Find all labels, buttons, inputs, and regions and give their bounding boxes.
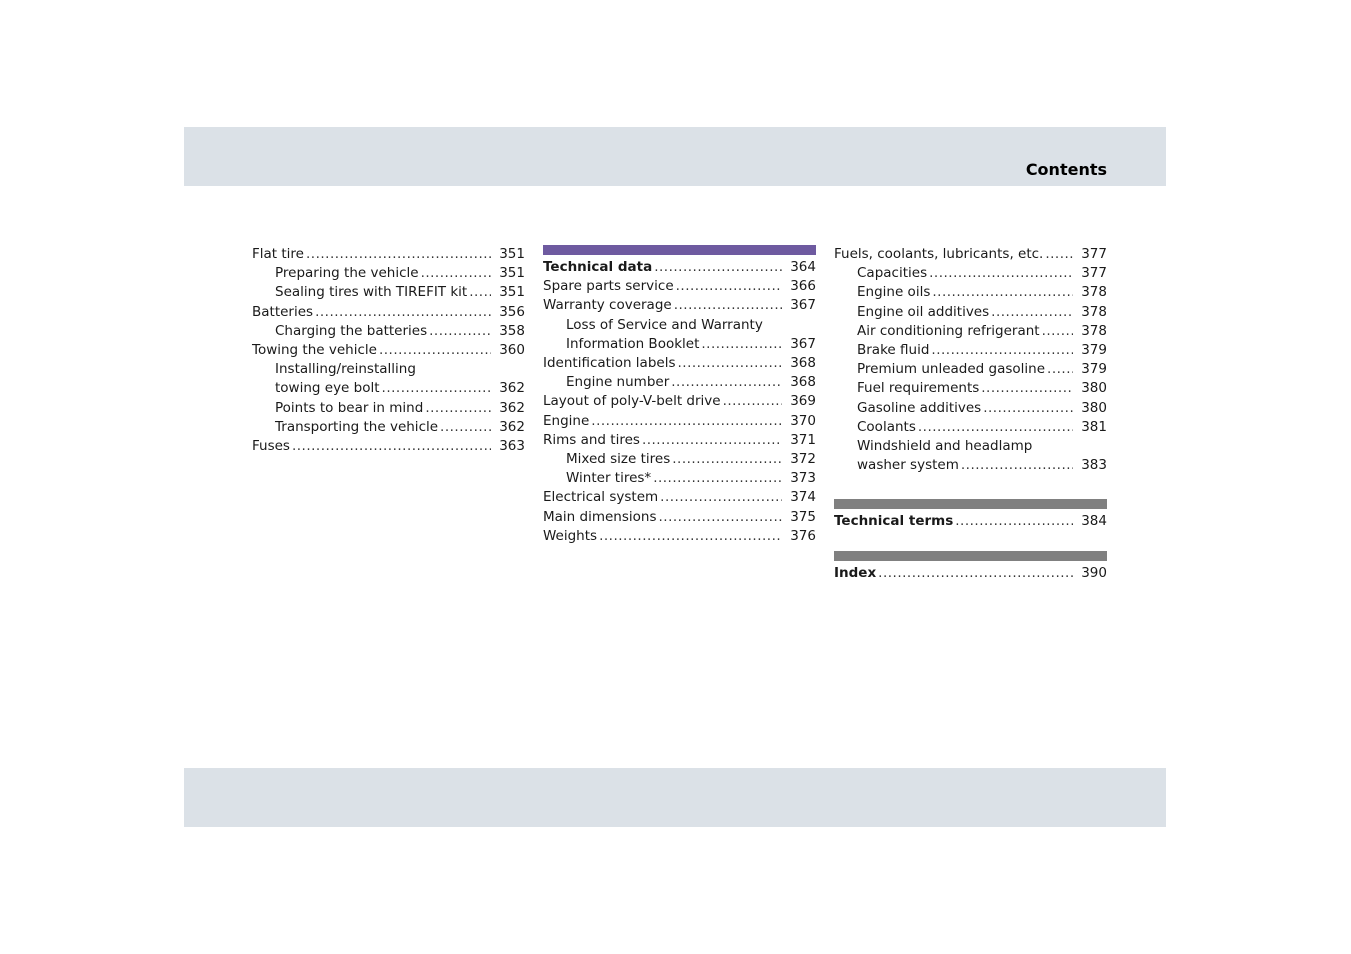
- toc-label: Technical data: [543, 259, 653, 275]
- toc-label: Gasoline additives: [857, 399, 982, 416]
- toc-entry[interactable]: [252, 437, 525, 456]
- toc-page: 375: [790, 508, 816, 525]
- toc-page: 367: [790, 335, 816, 352]
- toc-page: 380: [1081, 380, 1107, 397]
- toc-entry[interactable]: [252, 303, 525, 322]
- section-bar-technical-data: [543, 245, 816, 255]
- toc-page: 367: [790, 297, 816, 314]
- toc-page: 351: [499, 246, 525, 262]
- toc-entry[interactable]: [252, 399, 525, 418]
- toc-entry[interactable]: [543, 335, 816, 354]
- toc-page: 366: [790, 278, 816, 295]
- toc-entry-section[interactable]: [834, 512, 1107, 531]
- toc-label-line1[interactable]: Windshield and headlamp: [857, 438, 1033, 455]
- toc-entry[interactable]: [252, 379, 525, 398]
- toc-entry[interactable]: [834, 456, 1107, 475]
- section-bar-index: [834, 551, 1107, 561]
- toc-entry[interactable]: [834, 264, 1107, 283]
- toc-entry[interactable]: [543, 354, 816, 373]
- toc-label: Charging the batteries: [275, 322, 428, 339]
- toc-page: 371: [790, 431, 816, 448]
- toc-label: Mixed size tires: [566, 451, 671, 468]
- toc-entry-section[interactable]: [834, 564, 1107, 583]
- toc-label: Preparing the vehicle: [275, 265, 419, 282]
- toc-entry[interactable]: [834, 283, 1107, 302]
- toc-label: Sealing tires with TIREFIT kit: [275, 284, 468, 301]
- toc-label: Index: [834, 564, 877, 581]
- toc-page: 368: [790, 355, 816, 372]
- toc-label: Information Booklet: [566, 335, 700, 352]
- toc-entry[interactable]: [834, 360, 1107, 379]
- toc-entry[interactable]: [543, 488, 816, 507]
- toc-page: 383: [1081, 457, 1107, 474]
- toc-page: 378: [1081, 322, 1107, 339]
- toc-label: Transporting the vehicle: [275, 418, 439, 435]
- toc-label: Brake fluid: [857, 342, 930, 359]
- toc-entry[interactable]: [834, 341, 1107, 360]
- toc-label: Main dimensions: [543, 508, 657, 525]
- toc-entry[interactable]: [543, 508, 816, 527]
- section-bar-technical-terms: [834, 499, 1107, 509]
- toc-label: Rims and tires: [543, 431, 640, 448]
- toc-page: 363: [499, 438, 525, 455]
- toc-label: Engine number: [566, 374, 670, 391]
- toc-label: washer system: [857, 457, 959, 474]
- toc-page: 378: [1081, 303, 1107, 320]
- toc-entry[interactable]: [543, 450, 816, 469]
- toc-entry[interactable]: [543, 527, 816, 546]
- toc-entry[interactable]: [252, 245, 525, 264]
- toc-page: 373: [790, 470, 816, 487]
- toc-entry[interactable]: [543, 469, 816, 488]
- toc-label: Electrical system: [543, 489, 659, 506]
- toc-page: 362: [499, 399, 525, 416]
- toc-entry[interactable]: [543, 431, 816, 450]
- toc-page: 368: [790, 374, 816, 391]
- toc-label: Fuel requirements: [857, 380, 980, 397]
- toc-label: Layout of poly-V-belt drive: [543, 393, 721, 410]
- toc-entry[interactable]: [834, 379, 1107, 398]
- toc-entry[interactable]: [543, 412, 816, 431]
- toc-label: Engine oils: [857, 284, 931, 301]
- toc-page: 372: [790, 451, 816, 468]
- toc-label: Air conditioning refrigerant: [857, 322, 1040, 339]
- toc-label: Capacities: [857, 265, 928, 282]
- toc-entry[interactable]: [543, 373, 816, 392]
- toc-entry[interactable]: [834, 399, 1107, 418]
- toc-label: Fuses: [252, 438, 290, 455]
- toc-entry-section[interactable]: [543, 258, 816, 277]
- toc-page: 358: [499, 322, 525, 339]
- toc-page: 380: [1081, 399, 1107, 416]
- toc-entry[interactable]: [834, 322, 1107, 341]
- toc-page: 362: [499, 418, 525, 435]
- toc-label: Flat tire: [252, 246, 304, 262]
- toc-entry[interactable]: [252, 418, 525, 437]
- toc-label: Identification labels: [543, 355, 676, 372]
- toc-label: Warranty coverage: [543, 297, 672, 314]
- toc-entry[interactable]: [543, 392, 816, 411]
- toc-label-line1[interactable]: Installing/reinstalling: [275, 361, 416, 378]
- toc-page: 378: [1081, 284, 1107, 301]
- toc-entry[interactable]: [252, 264, 525, 283]
- page-title: Contents: [1025, 160, 1107, 179]
- toc-page: 351: [499, 265, 525, 282]
- toc-label: Technical terms: [834, 513, 954, 530]
- toc-label: Fuels, coolants, lubricants, etc.: [834, 246, 1044, 262]
- toc-page: 364: [790, 259, 816, 275]
- toc-page: 370: [790, 412, 816, 429]
- toc-entry[interactable]: [252, 322, 525, 341]
- toc-label: Spare parts service: [543, 278, 674, 295]
- toc-entry[interactable]: [834, 245, 1107, 264]
- toc-label: Engine: [543, 412, 590, 429]
- toc-page: 379: [1081, 361, 1107, 378]
- toc-page: 360: [499, 342, 525, 359]
- toc-label: Batteries: [252, 303, 314, 320]
- toc-label: Coolants: [857, 418, 916, 435]
- toc-page: 377: [1081, 246, 1107, 262]
- toc-page: 381: [1081, 418, 1107, 435]
- toc-label: Engine oil additives: [857, 303, 990, 320]
- toc-page: 369: [790, 393, 816, 410]
- toc-entry[interactable]: [834, 418, 1107, 437]
- toc-entry[interactable]: [834, 303, 1107, 322]
- toc-label: Winter tires*: [566, 470, 652, 487]
- contents-column-1: [252, 245, 525, 456]
- toc-page: 362: [499, 380, 525, 397]
- toc-page: 377: [1081, 265, 1107, 282]
- toc-entry[interactable]: [543, 296, 816, 315]
- toc-entry[interactable]: [252, 341, 525, 360]
- toc-page: 384: [1081, 513, 1107, 530]
- toc-page: 351: [499, 284, 525, 301]
- contents-column-3: [834, 245, 1107, 583]
- toc-entry[interactable]: [543, 277, 816, 296]
- toc-label: Premium unleaded gasoline: [857, 361, 1046, 378]
- footer-band: [184, 768, 1166, 827]
- contents-column-2: [543, 245, 816, 546]
- toc-label: Points to bear in mind: [275, 399, 424, 416]
- toc-label: Weights: [543, 527, 598, 544]
- toc-page: 356: [499, 303, 525, 320]
- header-band: [184, 127, 1166, 186]
- toc-page: 390: [1081, 564, 1107, 581]
- toc-label: towing eye bolt: [275, 380, 380, 397]
- toc-page: 379: [1081, 342, 1107, 359]
- toc-page: 374: [790, 489, 816, 506]
- toc-label-line1[interactable]: Loss of Service and Warranty: [566, 316, 763, 333]
- toc-label: Towing the vehicle: [252, 342, 377, 359]
- toc-entry[interactable]: [252, 283, 525, 302]
- toc-page: 376: [790, 527, 816, 544]
